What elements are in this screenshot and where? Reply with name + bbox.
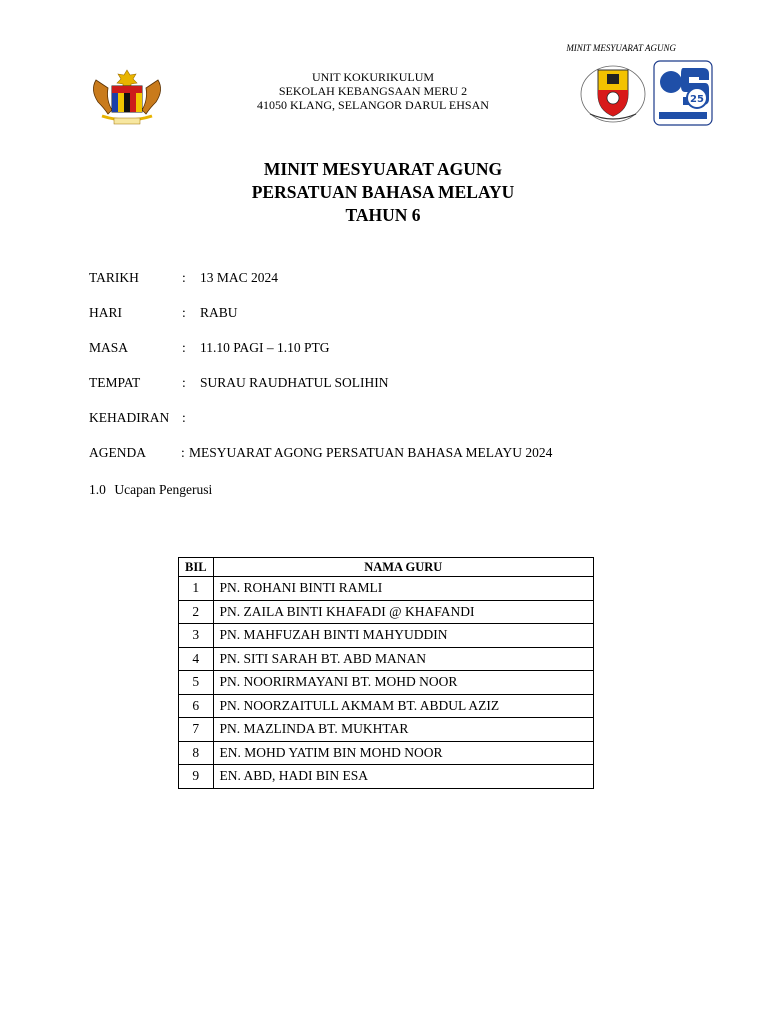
hari-label: HARI [89, 305, 122, 320]
row-bil: 4 [179, 647, 214, 671]
row-nama: EN. ABD, HADI BIN ESA [213, 765, 593, 789]
section-title: Ucapan Pengerusi [114, 482, 213, 497]
svg-text:25: 25 [690, 94, 704, 105]
document-title [0, 158, 766, 227]
table-row [179, 741, 594, 765]
teacher-table [178, 557, 594, 789]
agenda-value: MESYUARAT AGONG PERSATUAN BAHASA MELAYU 2024 [189, 445, 553, 460]
hari-value: RABU [200, 305, 238, 320]
address-line-1: UNIT KOKURIKULUM [311, 70, 435, 84]
title-line-2: PERSATUAN BAHASA MELAYU [251, 182, 515, 202]
row-nama: PN. ZAILA BINTI KHAFADI @ KHAFANDI [213, 600, 593, 624]
hari-colon: : [182, 305, 186, 320]
row-nama: PN. SITI SARAH BT. ABD MANAN [213, 647, 593, 671]
address-line-2: SEKOLAH KEBANGSAAN MERU 2 [278, 84, 468, 98]
agenda-label: AGENDA [89, 445, 146, 460]
table-row [179, 694, 594, 718]
tarikh-value: 13 MAC 2024 [200, 270, 279, 285]
row-nama: PN. MAZLINDA BT. MUKHTAR [213, 718, 593, 742]
tempat-label: TEMPAT [89, 375, 141, 390]
row-bil: 7 [179, 718, 214, 742]
masa-label: MASA [89, 340, 129, 355]
table-row [179, 765, 594, 789]
row-bil: 2 [179, 600, 214, 624]
row-nama: PN. NOORZAITULL AKMAM BT. ABDUL AZIZ [213, 694, 593, 718]
tempat-value: SURAU RAUDHATUL SOLIHIN [200, 375, 389, 390]
row-nama: PN. NOORIRMAYANI BT. MOHD NOOR [213, 671, 593, 695]
kehadiran-label: KEHADIRAN [89, 410, 170, 425]
row-bil: 8 [179, 741, 214, 765]
tarikh-label: TARIKH [89, 270, 139, 285]
tarikh-colon: : [182, 270, 186, 285]
row-nama: PN. ROHANI BINTI RAMLI [213, 577, 593, 601]
kehadiran-colon: : [182, 410, 186, 425]
table-row [179, 600, 594, 624]
title-line-3: TAHUN 6 [345, 205, 421, 225]
row-nama: EN. MOHD YATIM BIN MOHD NOOR [213, 741, 593, 765]
masa-value: 11.10 PAGI – 1.10 PTG [200, 340, 330, 355]
header-bil: BIL [179, 558, 214, 577]
row-bil: 6 [179, 694, 214, 718]
section-heading [89, 482, 212, 498]
row-nama: PN. MAHFUZAH BINTI MAHYUDDIN [213, 624, 593, 648]
header-nama-guru: NAMA GURU [213, 558, 593, 577]
table-row [179, 624, 594, 648]
row-bil: 1 [179, 577, 214, 601]
section-number: 1.0 [89, 482, 106, 497]
tempat-colon: : [182, 375, 186, 390]
school-crest-logo [578, 62, 648, 124]
table-row [179, 671, 594, 695]
row-bil: 3 [179, 624, 214, 648]
anniversary-25-logo [653, 60, 713, 126]
running-header: MINIT MESYUARAT AGUNG [566, 43, 676, 53]
table-row [179, 647, 594, 671]
agenda-colon: : [181, 445, 185, 460]
title-line-1: MINIT MESYUARAT AGUNG [263, 159, 503, 179]
table-row [179, 718, 594, 742]
address-line-3: 41050 KLANG, SELANGOR DARUL EHSAN [257, 98, 489, 112]
table-row [179, 577, 594, 601]
table-header-row [179, 558, 594, 577]
row-bil: 9 [179, 765, 214, 789]
row-bil: 5 [179, 671, 214, 695]
masa-colon: : [182, 340, 186, 355]
